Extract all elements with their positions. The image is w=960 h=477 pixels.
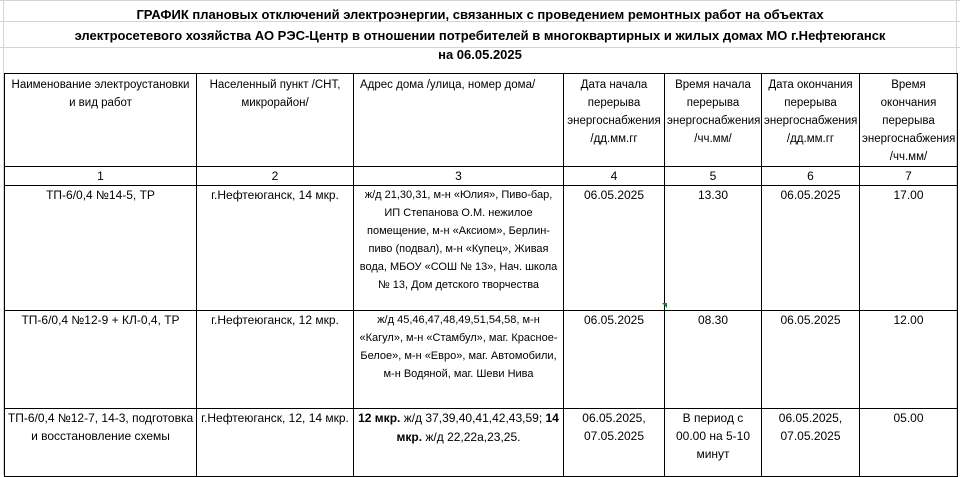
- address-cell[interactable]: [354, 409, 564, 477]
- column-number-row: [5, 167, 958, 186]
- header-start-time[interactable]: Время начала перерыва энергоснабжения /чч.мм/: [665, 74, 762, 167]
- table-row: [5, 409, 958, 477]
- end-date-cell[interactable]: 06.05.2025: [762, 186, 860, 311]
- address-district-label: 12 мкр.: [358, 411, 401, 425]
- header-row: [5, 74, 958, 167]
- header-installation[interactable]: Наименование электроустановки и вид работ: [5, 74, 197, 167]
- start-time-cell[interactable]: 13.30: [665, 186, 762, 311]
- column-number[interactable]: 5: [665, 167, 762, 186]
- column-number[interactable]: 2: [197, 167, 354, 186]
- address-cell[interactable]: ж/д 45,46,47,48,49,51,54,58, м-н «Кагул», м-н «Стамбул», маг. Красное-Белое», м-н «Евро», маг. Автомобили, м-н Водяной, маг. Шеви Нива: [354, 311, 564, 409]
- installation-cell[interactable]: ТП-6/0,4 №12-9 + КЛ-0,4, ТР: [5, 311, 197, 409]
- column-number[interactable]: 4: [564, 167, 665, 186]
- schedule-table: [4, 73, 958, 477]
- end-date-cell[interactable]: 06.05.2025, 07.05.2025: [762, 409, 860, 477]
- start-time-cell[interactable]: 08.30: [665, 311, 762, 409]
- header-address[interactable]: Адрес дома /улица, номер дома/: [354, 74, 564, 167]
- start-date-cell[interactable]: 06.05.2025: [564, 311, 665, 409]
- start-date-cell[interactable]: 06.05.2025: [564, 186, 665, 311]
- start-time-cell[interactable]: В период с 00.00 на 5-10 минут: [665, 409, 762, 477]
- cell-comment-indicator[interactable]: [662, 303, 667, 308]
- address-cell[interactable]: ж/д 21,30,31, м-н «Юлия», Пиво-бар, ИП Степанова О.М. нежилое помещение, м-н «Аксиом», Берлин-пиво (подвал), м-н «Купец», Живая вода, МБОУ «СОШ № 13», Нач. школа № 13, Дом детского творчества: [354, 186, 564, 311]
- gridline: [0, 0, 960, 1]
- locality-cell[interactable]: г.Нефтеюганск, 12, 14 мкр.: [197, 409, 354, 477]
- table-row: [5, 186, 958, 311]
- address-text: ж/д 22,22а,23,25.: [422, 430, 521, 444]
- title-line-3: на 06.05.2025: [438, 47, 522, 62]
- column-number[interactable]: 6: [762, 167, 860, 186]
- end-time-cell[interactable]: 12.00: [860, 311, 958, 409]
- column-number[interactable]: 3: [354, 167, 564, 186]
- column-number[interactable]: 7: [860, 167, 958, 186]
- end-time-cell[interactable]: 05.00: [860, 409, 958, 477]
- column-number[interactable]: 1: [5, 167, 197, 186]
- header-start-date[interactable]: Дата начала перерыва энергоснабжения /дд.мм.гг: [564, 74, 665, 167]
- installation-cell[interactable]: ТП-6/0,4 №12-7, 14-3, подготовка и восстановление схемы: [5, 409, 197, 477]
- address-text: ж/д 37,39,40,41,42,43,59;: [400, 411, 546, 425]
- title-line-1: ГРАФИК плановых отключений электроэнергии, связанных с проведением ремонтных работ на объектах: [136, 7, 824, 22]
- start-date-cell[interactable]: 06.05.2025, 07.05.2025: [564, 409, 665, 477]
- title-line-2: электросетевого хозяйства АО РЭС-Центр в отношении потребителей в многоквартирных и жилых домах МО г.Нефтеюганск: [74, 28, 886, 43]
- header-end-time[interactable]: Время окончания перерыва энергоснабжения /чч.мм/: [860, 74, 958, 167]
- address-district-label: 14 мкр.: [396, 411, 559, 444]
- locality-cell[interactable]: г.Нефтеюганск, 14 мкр.: [197, 186, 354, 311]
- header-end-date[interactable]: Дата окончания перерыва энергоснабжения /дд.мм.гг: [762, 74, 860, 167]
- end-time-cell[interactable]: 17.00: [860, 186, 958, 311]
- header-locality[interactable]: Населенный пункт /СНТ, микрорайон/: [197, 74, 354, 167]
- installation-cell[interactable]: ТП-6/0,4 №14-5, ТР: [5, 186, 197, 311]
- table-row: [5, 311, 958, 409]
- end-date-cell[interactable]: 06.05.2025: [762, 311, 860, 409]
- locality-cell[interactable]: г.Нефтеюганск, 12 мкр.: [197, 311, 354, 409]
